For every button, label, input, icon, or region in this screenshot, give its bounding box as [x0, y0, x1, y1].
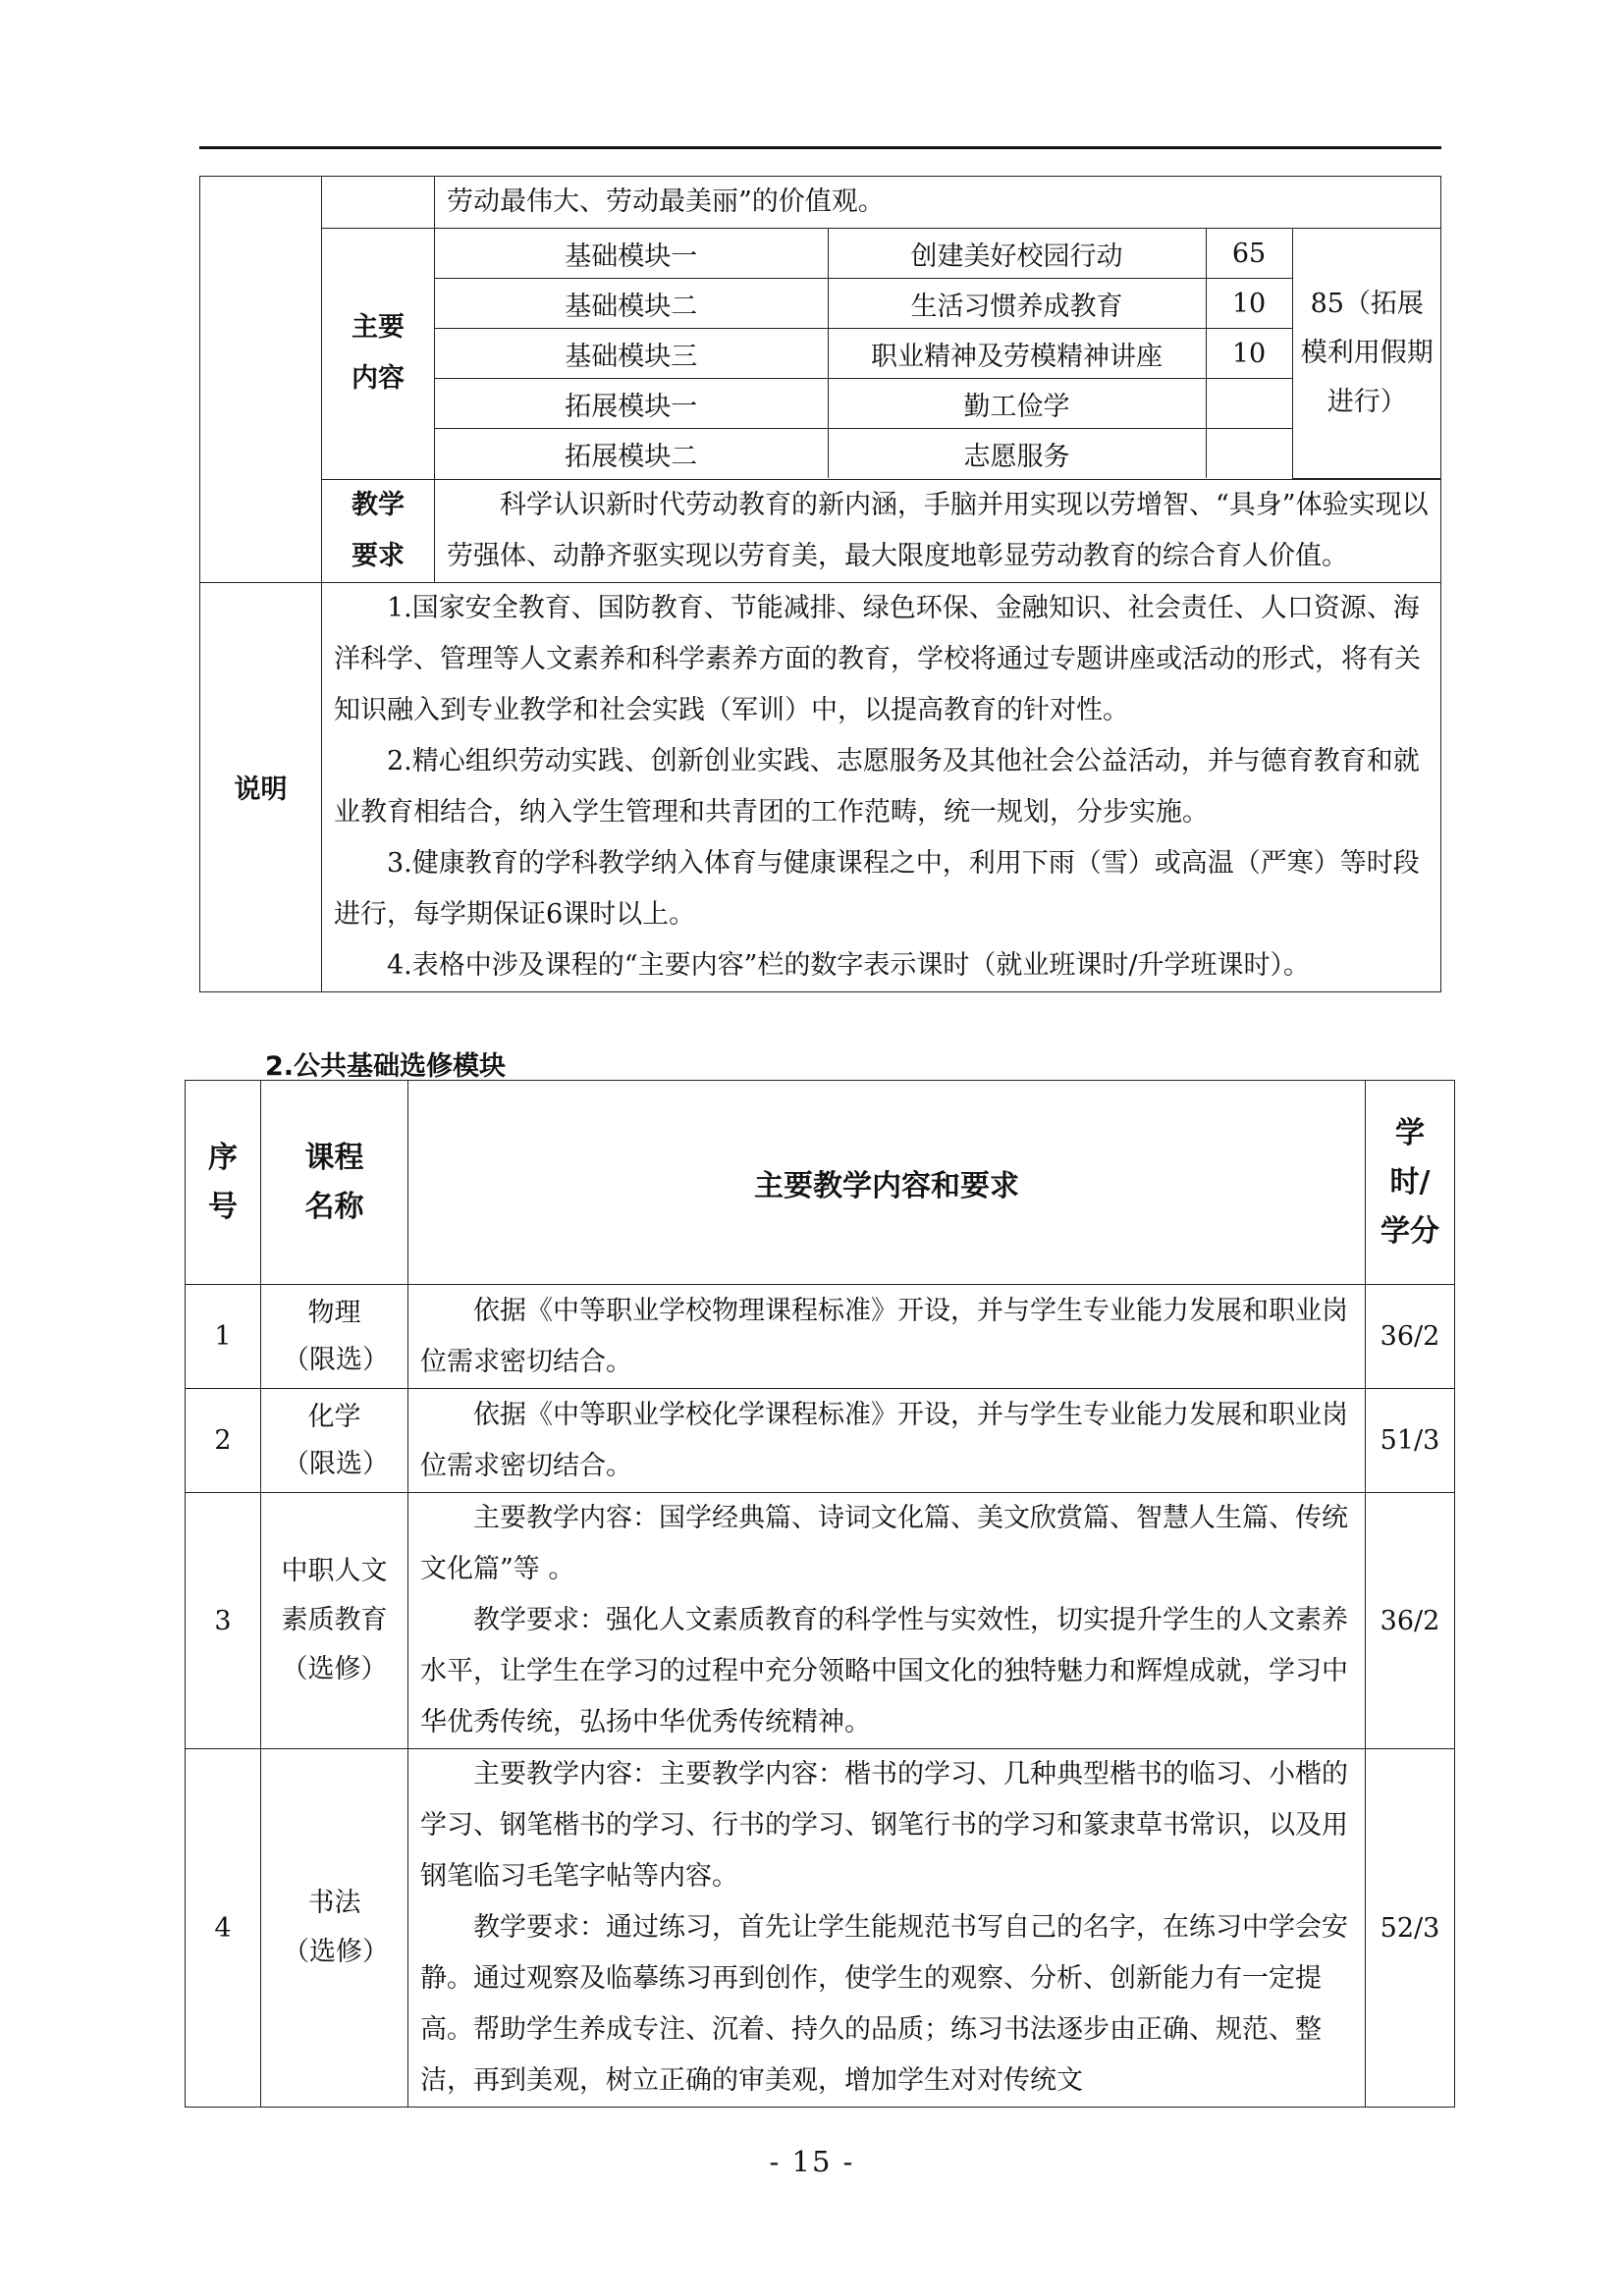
table-row	[186, 1749, 1455, 2108]
module-name: 拓展模块二	[435, 429, 828, 479]
row-paragraph: 教学要求：强化人文素质教育的科学性与实效性，切实提升学生的人文素养水平，让学生在学习的过程中充分领略中国文化的独特魅力和辉煌成就，学习中华优秀传统，弘扬中华优秀传统精神。	[420, 1605, 1348, 1737]
extension-note: 85（拓展模利用假期进行）	[1292, 229, 1441, 478]
header-hours: 学时/学分	[1366, 1081, 1455, 1285]
requirements-cell	[435, 479, 1441, 582]
module-course: 职业精神及劳模精神讲座	[828, 329, 1206, 379]
module-course: 勤工俭学	[828, 379, 1206, 429]
row-paragraph: 依据《中等职业学校化学课程标准》开设，并与学生专业能力发展和职业岗位需求密切结合。	[420, 1399, 1348, 1481]
row-hours: 51/3	[1366, 1389, 1455, 1493]
note-item: 3.健康教育的学科教学纳入体育与健康课程之中，利用下雨（雪）或高温（严寒）等时段进行，每学期保证6课时以上。	[334, 847, 1420, 930]
module-course: 志愿服务	[828, 429, 1206, 479]
row-course-name: 书法（选修）	[261, 1749, 408, 2108]
row-course-name: 化学（限选）	[261, 1389, 408, 1493]
left-category-cell	[200, 177, 322, 583]
module-name: 基础模块三	[435, 329, 828, 379]
note-item: 4.表格中涉及课程的“主要内容”栏的数字表示课时（就业班课时/升学班课时）。	[387, 949, 1310, 981]
page-number: - 15 -	[769, 2145, 855, 2178]
row-hours: 36/2	[1366, 1285, 1455, 1389]
module-course: 创建美好校园行动	[828, 229, 1206, 279]
empty-label-cell	[322, 177, 435, 229]
value-text-cell	[435, 177, 1441, 229]
row-index: 2	[186, 1389, 261, 1493]
elective-course-table	[185, 1080, 1455, 2108]
module-hours	[1206, 429, 1292, 479]
module-row	[435, 229, 1441, 279]
main-content-label: 主要 内容	[322, 229, 435, 480]
row-content	[408, 1389, 1366, 1493]
table-row	[186, 1493, 1455, 1749]
row-index: 3	[186, 1493, 261, 1749]
note-item: 1.国家安全教育、国防教育、节能减排、绿色环保、金融知识、社会责任、人口资源、海洋科学、管理等人文素养和科学素养方面的教育，学校将通过专题讲座或活动的形式，将有关知识融入到专业教学和社会实践（军训）中，以提高教育的针对性。	[334, 592, 1421, 725]
requirements-text: 科学认识新时代劳动教育的新内涵，手脑并用实现以劳增智、“具身”体验实现以劳强体、动静齐驱实现以劳育美，最大限度地彰显劳动教育的综合育人价值。	[447, 489, 1429, 571]
row-hours: 36/2	[1366, 1493, 1455, 1749]
table-row	[186, 1389, 1455, 1493]
note-item: 2.精心组织劳动实践、创新创业实践、志愿服务及其他社会公益活动，并与德育教育和就业教育相结合，纳入学生管理和共青团的工作范畴，统一规划，分步实施。	[334, 745, 1420, 828]
header-content: 主要教学内容和要求	[408, 1081, 1366, 1285]
module-name: 拓展模块一	[435, 379, 828, 429]
module-hours	[1206, 379, 1292, 429]
row-hours: 52/3	[1366, 1749, 1455, 2108]
modules-table	[435, 229, 1441, 479]
module-row	[435, 379, 1441, 429]
row-index: 4	[186, 1749, 261, 2108]
module-course: 生活习惯养成教育	[828, 279, 1206, 329]
row-index: 1	[186, 1285, 261, 1389]
notes-cell	[322, 582, 1441, 991]
row-course-name: 物理（限选）	[261, 1285, 408, 1389]
row-course-name: 中职人文素质教育（选修）	[261, 1493, 408, 1749]
module-row	[435, 329, 1441, 379]
row-paragraph: 依据《中等职业学校物理课程标准》开设，并与学生专业能力发展和职业岗位需求密切结合。	[420, 1295, 1348, 1377]
value-text: 劳动最伟大、劳动最美丽”的价值观。	[447, 187, 885, 217]
row-paragraph: 主要教学内容：国学经典篇、诗词文化篇、美文欣赏篇、智慧人生篇、传统文化篇”等 。	[420, 1503, 1348, 1584]
labor-education-table	[199, 176, 1441, 992]
module-hours: 65	[1206, 229, 1292, 279]
module-name: 基础模块一	[435, 229, 828, 279]
module-row	[435, 429, 1441, 479]
notes-label: 说明	[200, 582, 322, 991]
section-title: 2.公共基础选修模块	[265, 1051, 507, 1082]
module-hours: 10	[1206, 329, 1292, 379]
row-paragraph: 主要教学内容：主要教学内容：楷书的学习、几种典型楷书的临习、小楷的学习、钢笔楷书的学习、行书的学习、钢笔行书的学习和篆隶草书常识，以及用钢笔临习毛笔字帖等内容。	[420, 1759, 1348, 1892]
module-name: 基础模块二	[435, 279, 828, 329]
table-row	[186, 1285, 1455, 1389]
requirements-label: 教学 要求	[322, 479, 435, 582]
header-row	[186, 1081, 1455, 1285]
row-content	[408, 1285, 1366, 1389]
row-paragraph: 教学要求：通过练习，首先让学生能规范书写自己的名字，在练习中学会安静。通过观察及临摹练习再到创作，使学生的观察、分析、创新能力有一定提高。帮助学生养成专注、沉着、持久的品质；练习书法逐步由正确、规范、整洁，再到美观，树立正确的审美观，增加学生对对传统文	[420, 1912, 1348, 2096]
header-course-name: 课程名称	[261, 1081, 408, 1285]
row-content	[408, 1493, 1366, 1749]
row-content	[408, 1749, 1366, 2108]
header-rule	[199, 146, 1441, 149]
module-hours: 10	[1206, 279, 1292, 329]
module-row	[435, 279, 1441, 329]
header-index: 序号	[186, 1081, 261, 1285]
